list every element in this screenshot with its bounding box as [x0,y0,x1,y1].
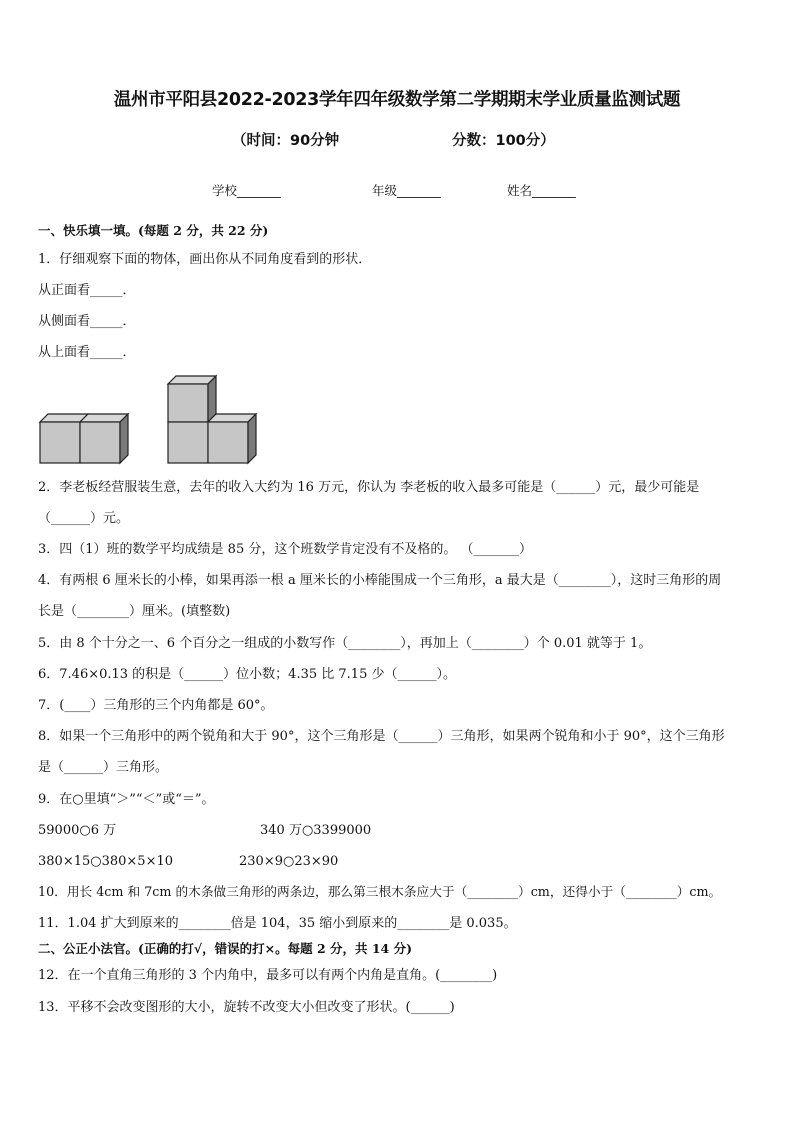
section-2-heading: 二、公正小法官。(正确的打√，错误的打×。每题 2 分，共 14 分) [38,941,413,956]
question-10: 10．用长 4cm 和 7cm 的木条做三角形的两条边，那么第三根木条应大于（________）cm，还得小于（________）cm。 [38,884,722,899]
question-2-cont: （______）元。 [38,511,130,526]
question-12: 12．在一个直角三角形的 3 个内角中，最多可以有两个内角是直角。(________) [38,968,498,983]
question-11: 11．1.04 扩大到原来的________倍是 104，35 缩小到原来的________是 0.035。 [38,916,517,931]
question-1: 1．仔细观察下面的物体，画出你从不同角度看到的形状． [38,252,372,267]
question-13: 13．平移不会改变图形的大小，旋转不改变大小但改变了形状。(______) [38,1000,455,1015]
question-1-side: 从侧面看_____． [38,314,136,329]
question-9-d: 230×9○23×90 [239,854,339,869]
question-4-cont: 长是（________）厘米。(填整数) [38,604,231,619]
exam-score: 分数：100分） [452,133,555,149]
page-title: 温州市平阳县2022-2023学年四年级数学第二学期期末学业质量监测试题 [113,90,681,110]
question-4: 4．有两根 6 厘米长的小棒，如果再添一根 a 厘米长的小棒能围成一个三角形，a 最大是（________），这时三角形的周 [38,573,722,588]
question-5: 5．由 8 个十分之一、6 个百分之一组成的小数写作（________），再加上（________）个 0.01 就等于 1。 [38,636,652,651]
question-1-front: 从正面看_____． [38,283,136,298]
exam-time: （时间：90分钟 [232,133,340,149]
name-field: 姓名_______ [507,183,576,198]
question-1-top: 从上面看_____． [38,345,136,360]
question-8: 8．如果一个三角形中的两个锐角和大于 90°，这个三角形是（______）三角形，如果两个锐角和小于 90°，这个三角形 [38,729,725,744]
question-9-b: 340 万○3399000 [260,823,372,838]
question-9-a: 59000○6 万 [38,823,117,838]
question-6: 6．7.46×0.13 的积是（______）位小数；4.35 比 7.15 少（______）。 [38,667,456,682]
grade-field: 年级_______ [372,183,441,198]
cube-stack-icon [38,374,268,466]
question-9-c: 380×15○380×5×10 [38,854,174,869]
question-9: 9．在○里填“＞”“＜”或“＝”。 [38,792,215,807]
question-3: 3．四（1）班的数学平均成绩是 85 分，这个班数学肯定没有不及格的。 （_______） [38,542,532,557]
school-field: 学校_______ [212,183,281,198]
question-8-cont: 是（______）三角形。 [38,760,169,775]
question-7: 7．(____）三角形的三个内角都是 60°。 [38,698,274,713]
question-2: 2．李老板经营服装生意，去年的收入大约为 16 万元，你认为 李老板的收入最多可能是（______）元，最少可能是 [38,480,700,495]
section-1-heading: 一、快乐填一填。(每题 2 分，共 22 分) [38,223,269,238]
